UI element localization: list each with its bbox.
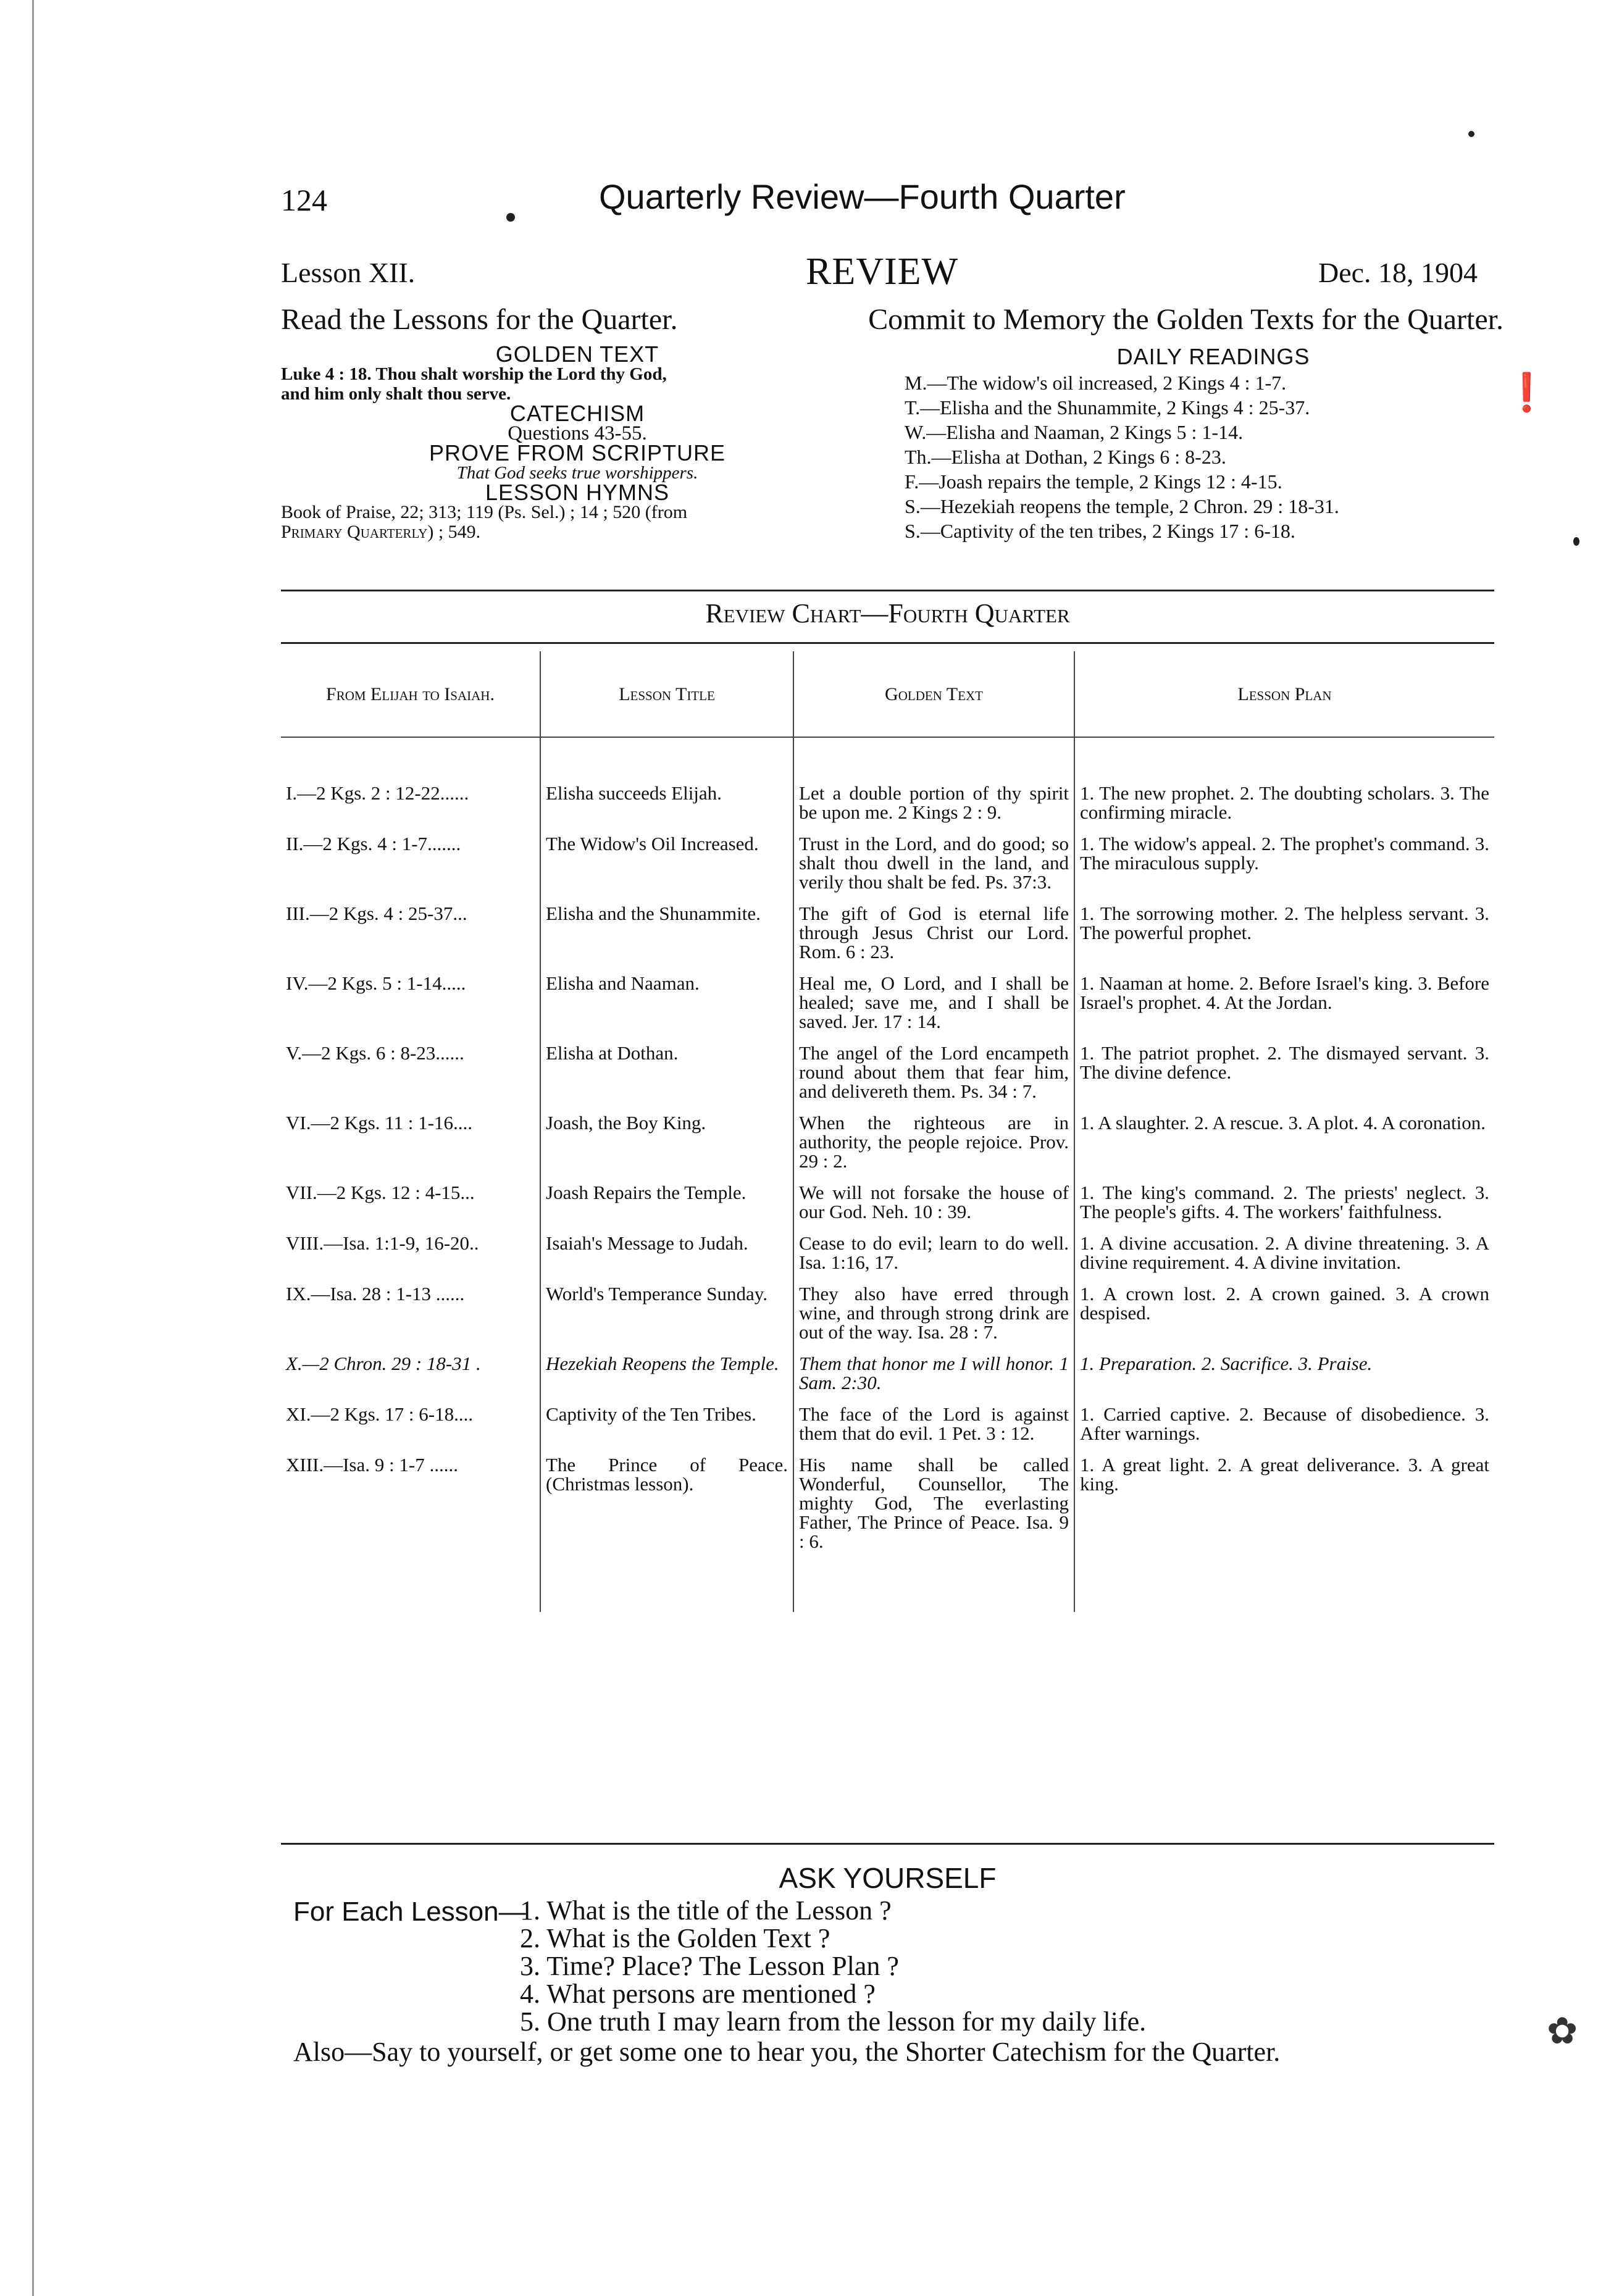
table-cell: 1. A crown lost. 2. A crown gained. 3. A crown despised.: [1080, 1283, 1489, 1324]
hymns-line: Book of Praise, 22; 313; 119 (Ps. Sel.) ; 14 ; 520 (from: [281, 502, 688, 522]
table-cell: The face of the Lord is against them that do evil. 1 Pet. 3 : 12.: [793, 1401, 1074, 1451]
table-cell: VII.—2 Kgs. 12 : 4-15...: [281, 1179, 540, 1230]
divider-rule: [281, 1843, 1494, 1845]
table-row: [281, 1109, 1494, 1179]
table-cell: VI.—2 Kgs. 11 : 1-16....: [281, 1109, 540, 1179]
table-cell: V.—2 Kgs. 6 : 8-23......: [281, 1040, 540, 1109]
table-cell: Hezekiah Reopens the Temple.: [540, 1350, 793, 1401]
list-item: 1. What is the title of the Lesson ?: [520, 1895, 892, 1926]
reading-item: F.—Joash repairs the temple, 2 Kings 12 : 4-15.: [905, 470, 1282, 493]
table-cell: Elisha and Naaman.: [540, 970, 793, 1040]
commit-instruction: Commit to Memory the Golden Texts for the Quarter.: [868, 303, 1504, 336]
table-cell: Trust in the Lord, and do good; so shalt thou dwell in the land, and verily thou shalt be fed. Ps. 37:3.: [793, 830, 1074, 900]
instructions: [281, 303, 1504, 336]
lesson-date: Dec. 18, 1904: [1318, 257, 1478, 288]
table-row: [281, 900, 1494, 970]
table-cell: The Widow's Oil Increased.: [540, 830, 793, 900]
table-cell: X.—2 Chron. 29 : 18-31 .: [281, 1350, 540, 1401]
table-row: [281, 1350, 1494, 1401]
table-cell: I.—2 Kgs. 2 : 12-22......: [281, 737, 540, 830]
ask-yourself-list: [520, 1897, 1146, 2035]
table-cell: Heal me, O Lord, and I shall be healed; save me, and I shall be saved. Jer. 17 : 14.: [793, 970, 1074, 1040]
list-item: 2. What is the Golden Text ?: [520, 1923, 830, 1953]
ask-yourself-also: Also—Say to yourself, or get some one to hear you, the Shorter Catechism for the Quarter.: [293, 2037, 1281, 2067]
list-item: 5. One truth I may learn from the lesson for my daily life.: [520, 2006, 1147, 2037]
scan-mark-icon: ✿: [1547, 2011, 1578, 2052]
table-cell: Elisha succeeds Elijah.: [540, 737, 793, 830]
hymns-heading: LESSON HYMNS: [485, 480, 670, 505]
table-cell: XIII.—Isa. 9 : 1-7 ......: [281, 1451, 540, 1612]
review-chart-table: [281, 651, 1494, 1612]
column-header-lesson-title: Lesson Title: [540, 651, 793, 737]
lesson-helps-column: [281, 341, 874, 542]
table-cell: Captivity of the Ten Tribes.: [540, 1401, 793, 1451]
table-cell: 1. A divine accusation. 2. A divine threatening. 3. A divine requirement. 4. A divine invitation.: [1080, 1232, 1489, 1273]
list-item: 3. Time? Place? The Lesson Plan ?: [520, 1951, 899, 1981]
catechism-heading: CATECHISM: [509, 401, 645, 426]
golden-text-line: and him only shalt thou serve.: [281, 384, 511, 404]
reading-item: W.—Elisha and Naaman, 2 Kings 5 : 1-14.: [905, 421, 1244, 443]
daily-readings: [905, 344, 1522, 543]
table-cell: XI.—2 Kgs. 17 : 6-18....: [281, 1401, 540, 1451]
table-cell: II.—2 Kgs. 4 : 1-7.......: [281, 830, 540, 900]
divider-rule: [281, 642, 1494, 644]
reading-item: S.—Hezekiah reopens the temple, 2 Chron. 29 : 18-31.: [905, 495, 1339, 517]
table-cell: 1. A slaughter. 2. A rescue. 3. A plot. 4. A coronation.: [1080, 1112, 1486, 1133]
scan-mark-icon: ❗: [1504, 372, 1550, 413]
table-cell: The angel of the Lord encampeth round about them that fear him, and delivereth them. Ps. 34 : 7.: [793, 1040, 1074, 1109]
lesson-title: REVIEW: [806, 251, 959, 293]
page-number: 124: [281, 183, 327, 217]
table-cell: III.—2 Kgs. 4 : 25-37...: [281, 900, 540, 970]
table-cell: Them that honor me I will honor. 1 Sam. 2:30.: [793, 1350, 1074, 1401]
ink-dot: [506, 213, 515, 222]
table-cell: IV.—2 Kgs. 5 : 1-14.....: [281, 970, 540, 1040]
column-header-passage: From Elijah to Isaiah.: [281, 651, 540, 737]
table-cell: 1. A great light. 2. A great deliverance. 3. A great king.: [1080, 1454, 1489, 1495]
table-cell: 1. The widow's appeal. 2. The prophet's command. 3. The miraculous supply.: [1080, 833, 1489, 874]
lesson-label: Lesson XII.: [281, 257, 416, 288]
table-row: [281, 737, 1494, 830]
chart-title: Review Chart—Fourth Quarter: [705, 598, 1070, 628]
prove-heading: PROVE FROM SCRIPTURE: [429, 440, 726, 465]
divider-rule: [281, 590, 1494, 591]
hymns-line: Primary Quarterly) ; 549.: [281, 522, 481, 542]
table-cell: Joash Repairs the Temple.: [540, 1179, 793, 1230]
table-cell: His name shall be called Wonderful, Counsellor, The mighty God, The everlasting Father, The Prince of Peace. Isa. 9 : 6.: [793, 1451, 1074, 1612]
table-cell: Cease to do evil; learn to do well. Isa. 1:16, 17.: [793, 1230, 1074, 1280]
golden-text-line: Luke 4 : 18. Thou shalt worship the Lord thy God,: [281, 364, 667, 384]
table-cell: 1. The sorrowing mother. 2. The helpless servant. 3. The powerful prophet.: [1080, 903, 1489, 943]
table-cell: 1. Preparation. 2. Sacrifice. 3. Praise.: [1080, 1353, 1373, 1374]
table-cell: The Prince of Peace. (Christmas lesson).: [540, 1451, 793, 1612]
column-header-golden-text: Golden Text: [793, 651, 1074, 737]
table-cell: They also have erred through wine, and through strong drink are out of the way. Isa. 28 : 7.: [793, 1280, 1074, 1350]
table-cell: Isaiah's Message to Judah.: [540, 1230, 793, 1280]
table-cell: Let a double portion of thy spirit be upon me. 2 Kings 2 : 9.: [793, 737, 1074, 830]
table-row: [281, 1179, 1494, 1230]
ink-dot: [1468, 131, 1474, 137]
table-cell: 1. Carried captive. 2. Because of disobedience. 3. After warnings.: [1080, 1403, 1489, 1444]
reading-item: T.—Elisha and the Shunammite, 2 Kings 4 : 25-37.: [905, 396, 1310, 419]
table-cell: 1. The patriot prophet. 2. The dismayed servant. 3. The divine defence.: [1080, 1042, 1489, 1083]
golden-text-heading: GOLDEN TEXT: [495, 341, 659, 367]
table-row: [281, 1280, 1494, 1350]
table-cell: We will not forsake the house of our God. Neh. 10 : 39.: [793, 1179, 1074, 1230]
table-row: [281, 1040, 1494, 1109]
table-cell: Elisha and the Shunammite.: [540, 900, 793, 970]
table-row: [281, 830, 1494, 900]
ink-dot: [1573, 537, 1579, 546]
table-cell: 1. The new prophet. 2. The doubting scholars. 3. The confirming miracle.: [1080, 782, 1489, 823]
table-cell: When the righteous are in authority, the people rejoice. Prov. 29 : 2.: [793, 1109, 1074, 1179]
table-row: [281, 1401, 1494, 1451]
table-row: [281, 1451, 1494, 1612]
table-cell: Elisha at Dothan.: [540, 1040, 793, 1109]
reading-item: M.—The widow's oil increased, 2 Kings 4 : 1-7.: [905, 372, 1287, 394]
table-cell: IX.—Isa. 28 : 1-13 ......: [281, 1280, 540, 1350]
column-header-lesson-plan: Lesson Plan: [1074, 651, 1494, 737]
table-header-row: [281, 651, 1494, 737]
reading-item: S.—Captivity of the ten tribes, 2 Kings 17 : 6-18.: [905, 520, 1295, 542]
table-row: [281, 1230, 1494, 1280]
table-cell: 1. The king's command. 2. The priests' neglect. 3. The people's gifts. 4. The workers' faithfulness.: [1080, 1182, 1489, 1222]
reading-item: Th.—Elisha at Dothan, 2 Kings 6 : 8-23.: [905, 446, 1226, 468]
daily-readings-heading: DAILY READINGS: [1116, 344, 1310, 369]
read-instruction: Read the Lessons for the Quarter.: [281, 303, 678, 336]
table-cell: VIII.—Isa. 1:1-9, 16-20..: [281, 1230, 540, 1280]
table-cell: The gift of God is eternal life through Jesus Christ our Lord. Rom. 6 : 23.: [793, 900, 1074, 970]
running-title: Quarterly Review—Fourth Quarter: [599, 177, 1126, 216]
ask-yourself-lead: For Each Lesson—: [293, 1897, 526, 1927]
ask-yourself-heading: ASK YOURSELF: [779, 1862, 997, 1894]
table-cell: World's Temperance Sunday.: [540, 1280, 793, 1350]
prove-text: That God seeks true worshippers.: [456, 463, 698, 483]
table-cell: Joash, the Boy King.: [540, 1109, 793, 1179]
list-item: 4. What persons are mentioned ?: [520, 1979, 876, 2009]
catechism-text: Questions 43-55.: [508, 422, 647, 445]
scan-edge-line: [32, 0, 34, 2296]
table-row: [281, 970, 1494, 1040]
table-cell: 1. Naaman at home. 2. Before Israel's king. 3. Before Israel's prophet. 4. At the Jordan.: [1080, 972, 1489, 1013]
